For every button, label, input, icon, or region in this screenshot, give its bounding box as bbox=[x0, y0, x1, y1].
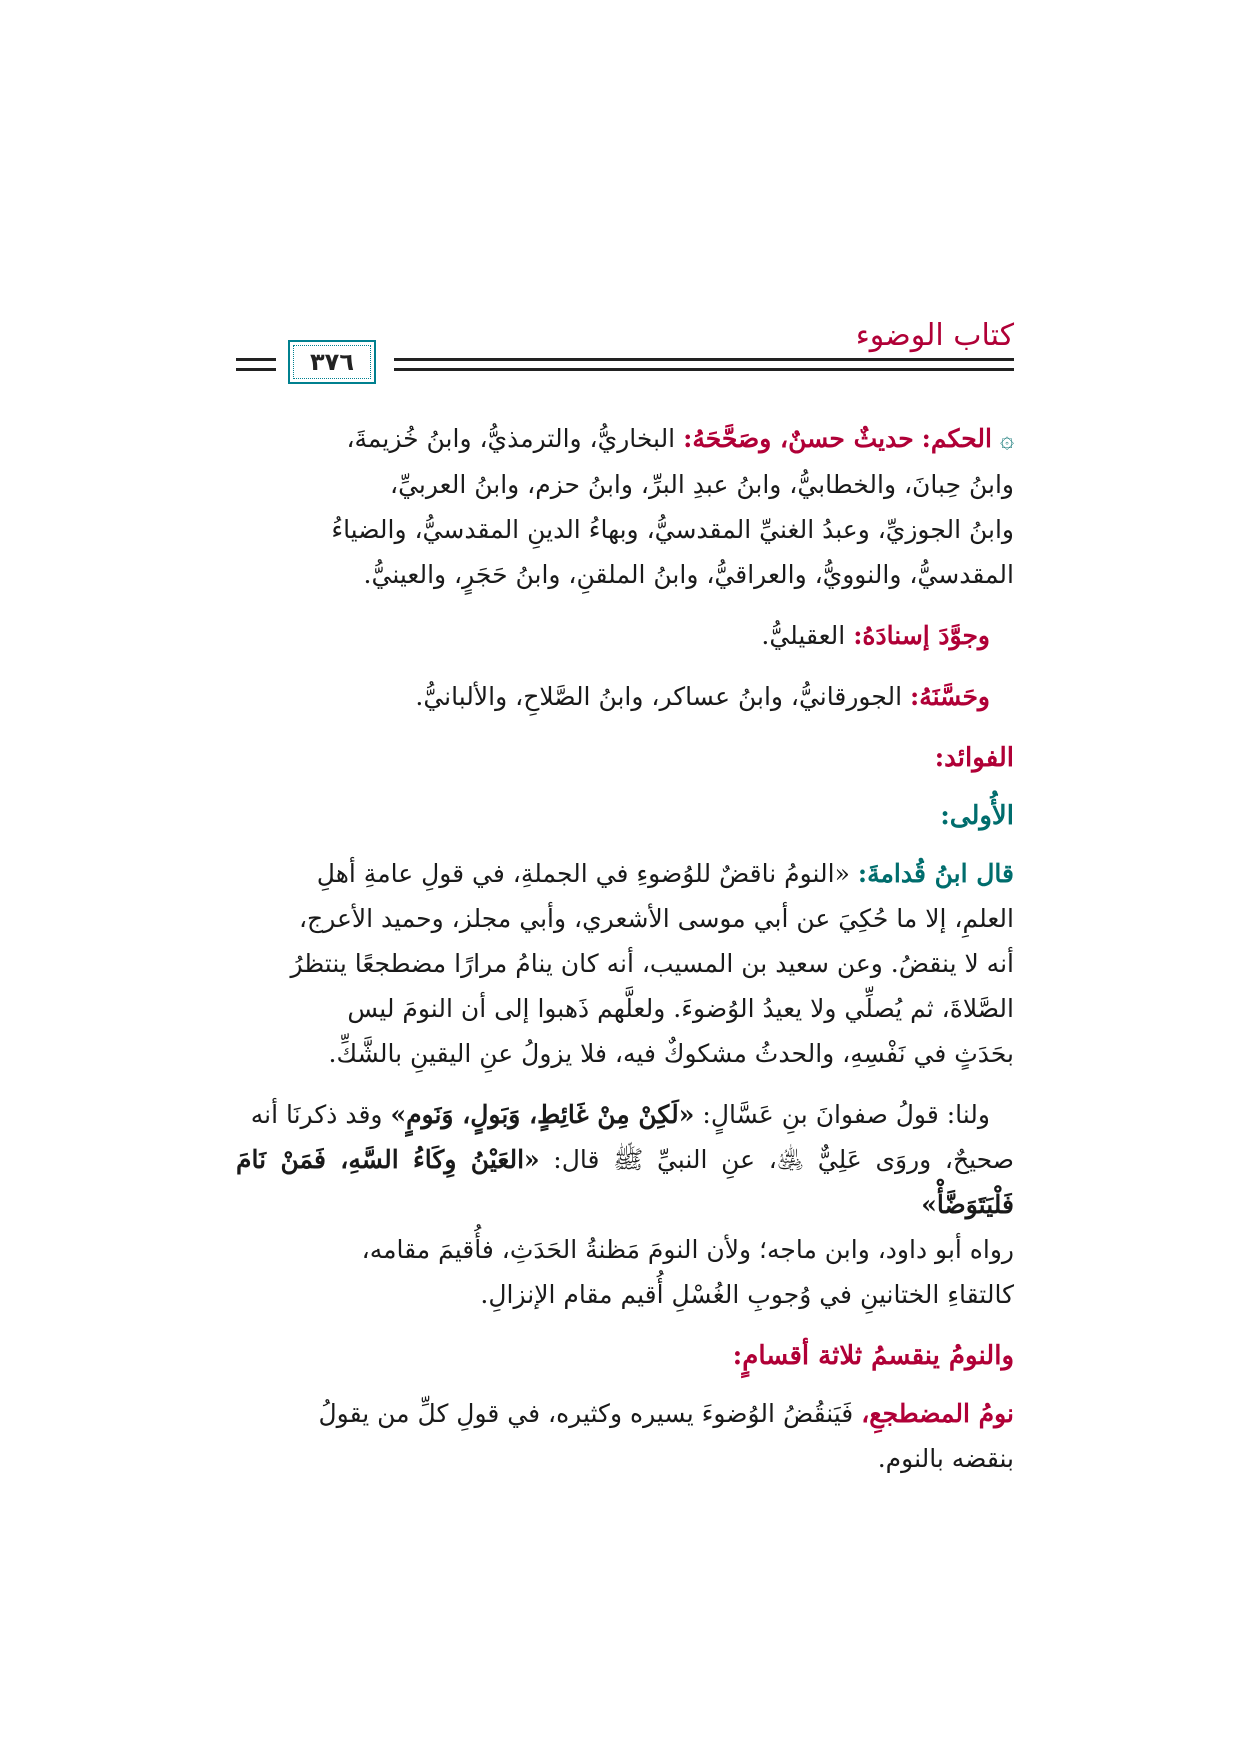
aqsam-heading: والنومُ ينقسمُ ثلاثة أقسامٍ: bbox=[732, 1341, 1014, 1371]
page-content bbox=[236, 416, 1014, 1497]
walana-text: كالتقاءِ الختانينِ في وُجوبِ الغُسْلِ أُقيم مقام الإنزالِ. bbox=[480, 1280, 1014, 1309]
page-number: ٣٧٦ bbox=[310, 348, 354, 376]
hukm-text: وابنُ الجوزيِّ، وعبدُ الغنيِّ المقدسيُّ، وبهاءُ الدينِ المقدسيُّ، والضياءُ bbox=[331, 515, 1014, 544]
ibn-qudama-text: الصَّلاةَ، ثم يُصلِّي ولا يعيدُ الوُضوءَ. ولعلَّهم ذَهبوا إلى أن النومَ ليس bbox=[347, 994, 1014, 1023]
walana-text: صحيحٌ، وروَى عَلِيٌّ ﵁، عنِ النبيِّ ﷺ قال: bbox=[553, 1145, 1015, 1174]
mudtaji-text: بنقضه بالنوم. bbox=[877, 1444, 1014, 1473]
jawwad-paragraph bbox=[236, 613, 1014, 658]
walana-text: وقد ذكرنَا أنه bbox=[250, 1100, 383, 1129]
header-rule bbox=[394, 368, 1014, 371]
ibn-qudama-text: العلمِ، إلا ما حُكِيَ عن أبي موسى الأشعري، وأبي مجلز، وحميد الأعرج، bbox=[298, 904, 1014, 933]
fawaid-heading: الفوائد: bbox=[934, 743, 1014, 773]
hadith-quote: «لَكِنْ مِنْ غَائِطٍ، وَبَولٍ، وَنَومٍ» bbox=[390, 1100, 695, 1129]
ibn-qudama-text: «النومُ ناقضٌ للوُضوءِ في الجملةِ، في قولِ عامةِ أهلِ bbox=[316, 859, 850, 888]
ibn-qudama-label: قال ابنُ قُدامةَ: bbox=[857, 859, 1014, 888]
hukm-label: الحكم: bbox=[921, 424, 992, 453]
header-rule bbox=[394, 358, 1014, 361]
walana-text: ولنا: قولُ صفوانَ بنِ عَسَّالٍ: bbox=[702, 1100, 990, 1129]
ula-heading: الأُولى: bbox=[940, 801, 1014, 831]
page-header bbox=[236, 318, 1014, 398]
hukm-text: المقدسيُّ، والنوويُّ، والعراقيُّ، وابنُ الملقنِ، وابنُ حَجَرٍ، والعينيُّ. bbox=[363, 560, 1014, 589]
hassanahu-text: الجورقانيُّ، وابنُ عساكر، وابنُ الصَّلاحِ، والألبانيُّ. bbox=[415, 682, 903, 711]
hukm-paragraph bbox=[236, 416, 1014, 597]
walana-text: رواه أبو داود، وابن ماجه؛ ولأن النومَ مَظنةُ الحَدَثِ، فأُقيمَ مقامه، bbox=[361, 1235, 1014, 1264]
hadith-quote: «العَيْنُ وِكَاءُ السَّهِ، فَمَنْ نَامَ فَلْيَتَوَضَّأْ» bbox=[236, 1145, 1014, 1219]
hukm-verdict: حديثٌ حسنٌ، وصَحَّحَهُ: bbox=[683, 424, 914, 453]
hukm-text: وابنُ حِبانَ، والخطابيُّ، وابنُ عبدِ البرِّ، وابنُ حزم، وابنُ العربيِّ، bbox=[390, 470, 1014, 499]
mudtaji-paragraph bbox=[236, 1391, 1014, 1481]
book-title: كتاب الوضوء bbox=[855, 318, 1014, 353]
header-rule bbox=[236, 368, 276, 371]
ibn-qudama-text: بحَدَثٍ في نَفْسِهِ، والحدثُ مشكوكٌ فيه، فلا يزولُ عنِ اليقينِ بالشَّكِّ. bbox=[328, 1039, 1014, 1068]
header-rule bbox=[236, 358, 276, 361]
ibn-qudama-paragraph bbox=[236, 851, 1014, 1076]
hukm-text: البخاريُّ، والترمذيُّ، وابنُ خُزيمةَ، bbox=[346, 424, 676, 453]
jawwad-label: وجوَّدَ إسنادَهُ: bbox=[853, 621, 990, 650]
hassanahu-paragraph bbox=[236, 674, 1014, 719]
page-number-frame bbox=[288, 340, 376, 384]
jawwad-text: العقيليُّ. bbox=[761, 621, 846, 650]
ibn-qudama-text: أنه لا ينقضُ. وعن سعيد بن المسيب، أنه كان ينامُ مرارًا مضطجعًا ينتظرُ bbox=[290, 949, 1014, 978]
walana-paragraph bbox=[236, 1092, 1014, 1317]
rosette-icon: ۞ bbox=[999, 425, 1014, 453]
hassanahu-label: وحَسَّنَهُ: bbox=[909, 682, 990, 711]
mudtaji-text: فَيَنقُضُ الوُضوءَ يسيره وكثيره، في قولِ كلِّ من يقولُ bbox=[318, 1399, 854, 1428]
mudtaji-label: نومُ المضطجعِ، bbox=[861, 1399, 1014, 1428]
